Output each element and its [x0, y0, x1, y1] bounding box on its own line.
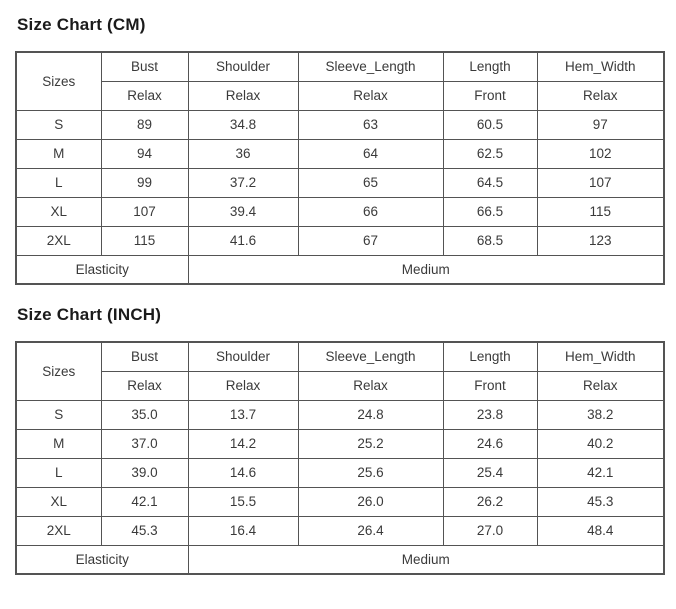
value-cell: 62.5 [443, 139, 537, 168]
value-cell: 66.5 [443, 197, 537, 226]
size-cell: L [16, 168, 101, 197]
header-cell-length: Length [443, 342, 537, 371]
value-cell: 13.7 [188, 400, 298, 429]
value-cell: 60.5 [443, 110, 537, 139]
header-cell-sleeve-length: Sleeve_Length [298, 342, 443, 371]
header-cell-hem-width: Hem_Width [537, 342, 664, 371]
value-cell: 39.0 [101, 458, 188, 487]
subheader-cell: Relax [101, 81, 188, 110]
value-cell: 24.6 [443, 429, 537, 458]
value-cell: 15.5 [188, 487, 298, 516]
size-cell: 2XL [16, 226, 101, 255]
header-cell-hem-width: Hem_Width [537, 52, 664, 81]
table-row-s [16, 110, 664, 139]
header-cell-bust: Bust [101, 342, 188, 371]
value-cell: 115 [537, 197, 664, 226]
value-cell: 41.6 [188, 226, 298, 255]
subheader-cell: Relax [188, 81, 298, 110]
table-row-2xl [16, 516, 664, 545]
subheader-cell: Relax [101, 371, 188, 400]
size-cell: S [16, 110, 101, 139]
value-cell: 99 [101, 168, 188, 197]
value-cell: 26.2 [443, 487, 537, 516]
value-cell: 36 [188, 139, 298, 168]
value-cell: 45.3 [101, 516, 188, 545]
value-cell: 42.1 [537, 458, 664, 487]
header-row-fit-type [16, 371, 664, 400]
elasticity-label-cell: Elasticity [16, 255, 188, 284]
value-cell: 35.0 [101, 400, 188, 429]
elasticity-label-cell: Elasticity [16, 545, 188, 574]
size-chart-cm-title: Size Chart (CM) [17, 15, 146, 34]
header-cell-bust: Bust [101, 52, 188, 81]
header-row-measurements [16, 52, 664, 81]
subheader-cell: Relax [188, 371, 298, 400]
value-cell: 14.6 [188, 458, 298, 487]
size-cell: L [16, 458, 101, 487]
header-cell-length: Length [443, 52, 537, 81]
subheader-cell: Relax [298, 81, 443, 110]
header-cell-shoulder: Shoulder [188, 52, 298, 81]
value-cell: 23.8 [443, 400, 537, 429]
subheader-cell: Front [443, 81, 537, 110]
value-cell: 45.3 [537, 487, 664, 516]
value-cell: 68.5 [443, 226, 537, 255]
value-cell: 38.2 [537, 400, 664, 429]
value-cell: 67 [298, 226, 443, 255]
sizes-corner-cell: Sizes [16, 342, 101, 400]
header-row-fit-type [16, 81, 664, 110]
subheader-cell: Relax [298, 371, 443, 400]
value-cell: 63 [298, 110, 443, 139]
value-cell: 107 [101, 197, 188, 226]
table-row-xl [16, 487, 664, 516]
value-cell: 48.4 [537, 516, 664, 545]
value-cell: 16.4 [188, 516, 298, 545]
sizes-corner-cell: Sizes [16, 52, 101, 110]
value-cell: 37.0 [101, 429, 188, 458]
size-chart-inch-table [15, 341, 665, 575]
subheader-cell: Relax [537, 81, 664, 110]
value-cell: 115 [101, 226, 188, 255]
table-row-l [16, 458, 664, 487]
value-cell: 26.0 [298, 487, 443, 516]
size-cell: XL [16, 197, 101, 226]
value-cell: 14.2 [188, 429, 298, 458]
value-cell: 25.2 [298, 429, 443, 458]
value-cell: 39.4 [188, 197, 298, 226]
value-cell: 37.2 [188, 168, 298, 197]
value-cell: 64.5 [443, 168, 537, 197]
header-cell-shoulder: Shoulder [188, 342, 298, 371]
subheader-cell: Front [443, 371, 537, 400]
header-cell-sleeve-length: Sleeve_Length [298, 52, 443, 81]
value-cell: 94 [101, 139, 188, 168]
table-row-xl [16, 197, 664, 226]
value-cell: 64 [298, 139, 443, 168]
subheader-cell: Relax [537, 371, 664, 400]
size-cell: M [16, 429, 101, 458]
value-cell: 107 [537, 168, 664, 197]
value-cell: 40.2 [537, 429, 664, 458]
elasticity-value-cell: Medium [188, 545, 664, 574]
table-row-2xl [16, 226, 664, 255]
value-cell: 34.8 [188, 110, 298, 139]
size-cell: S [16, 400, 101, 429]
value-cell: 97 [537, 110, 664, 139]
size-chart-inch-title: Size Chart (INCH) [17, 305, 162, 324]
size-chart-cm-table [15, 51, 665, 285]
size-cell: XL [16, 487, 101, 516]
value-cell: 123 [537, 226, 664, 255]
value-cell: 66 [298, 197, 443, 226]
size-cell: 2XL [16, 516, 101, 545]
table-row-l [16, 168, 664, 197]
value-cell: 24.8 [298, 400, 443, 429]
header-row-measurements [16, 342, 664, 371]
value-cell: 25.6 [298, 458, 443, 487]
size-cell: M [16, 139, 101, 168]
elasticity-row [16, 255, 664, 284]
value-cell: 102 [537, 139, 664, 168]
table-row-s [16, 400, 664, 429]
table-row-m [16, 429, 664, 458]
elasticity-value-cell: Medium [188, 255, 664, 284]
value-cell: 25.4 [443, 458, 537, 487]
value-cell: 27.0 [443, 516, 537, 545]
value-cell: 65 [298, 168, 443, 197]
value-cell: 89 [101, 110, 188, 139]
value-cell: 42.1 [101, 487, 188, 516]
elasticity-row [16, 545, 664, 574]
table-row-m [16, 139, 664, 168]
value-cell: 26.4 [298, 516, 443, 545]
